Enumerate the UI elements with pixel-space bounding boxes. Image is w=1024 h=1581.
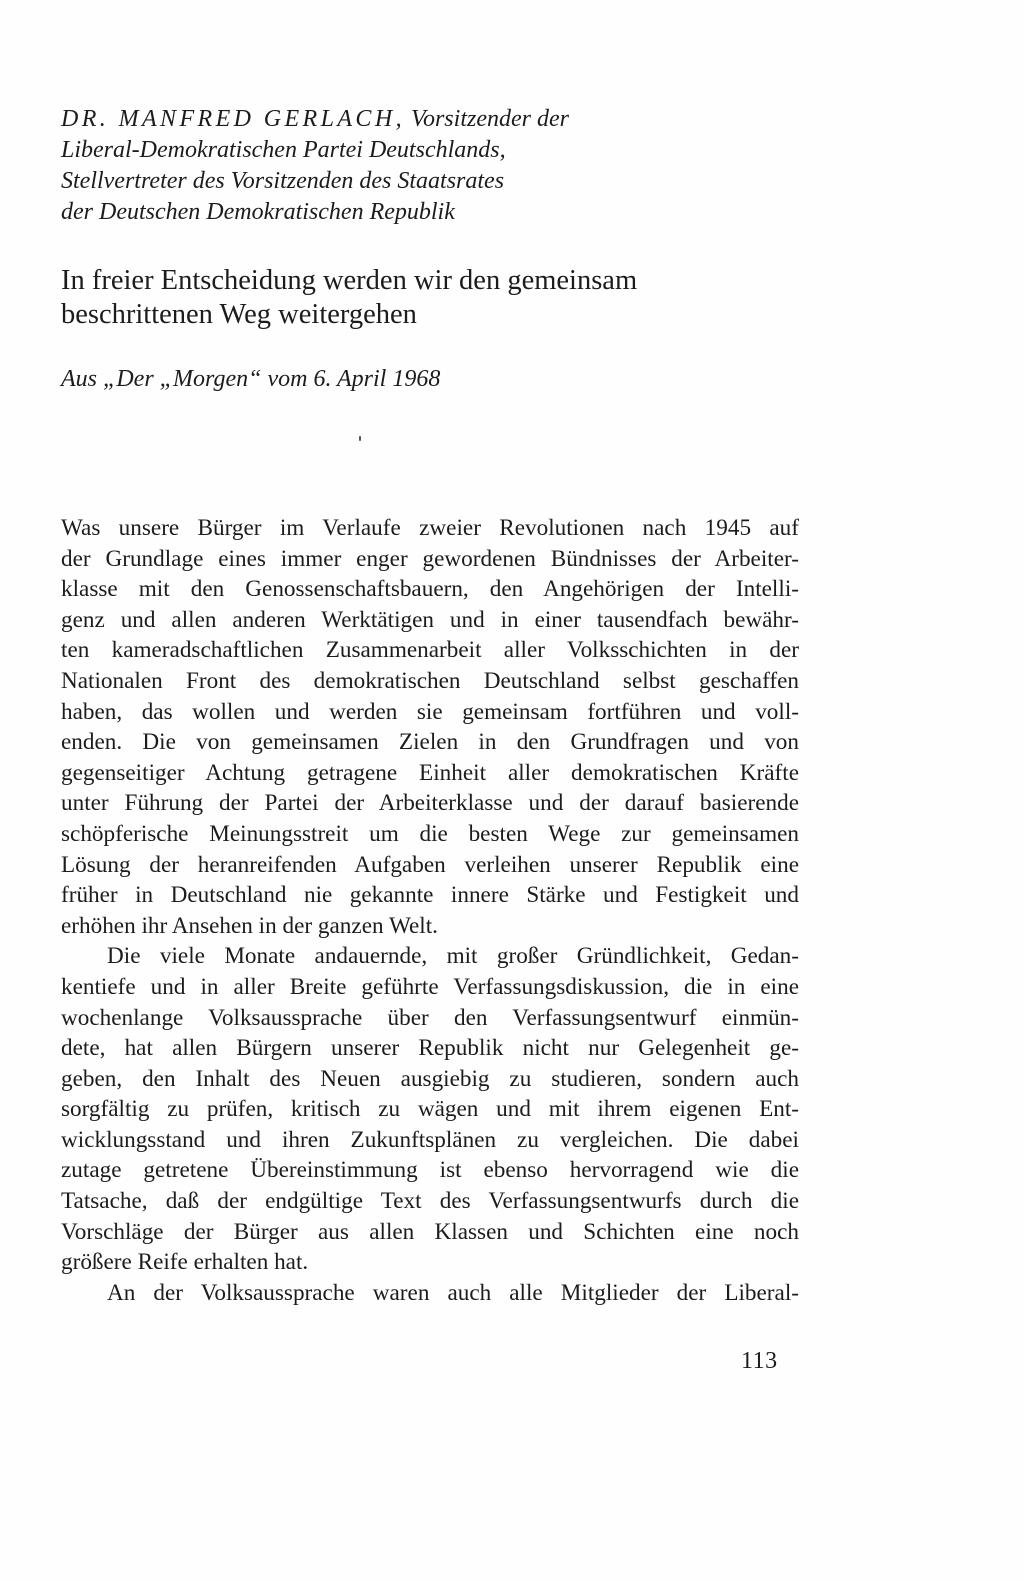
body-line: wicklungsstand und ihren Zukunftsplänen zu vergleichen. Die dabei — [61, 1126, 799, 1153]
body-line: Vorschläge der Bürger aus allen Klassen und Schichten eine noch — [61, 1218, 799, 1245]
body-line: zutage getretene Übereinstimmung ist ebenso hervorragend wie die — [61, 1157, 799, 1184]
article-title — [61, 264, 801, 332]
body-line: unter Führung der Partei der Arbeiterklasse und der darauf basierende — [61, 790, 799, 817]
body-text — [61, 513, 799, 1308]
body-line: dete, hat allen Bürgern unserer Republik nicht nur Gelegenheit ge- — [61, 1035, 799, 1062]
body-line: klasse mit den Genossenschaftsbauern, den Angehörigen der Intelli- — [61, 576, 799, 603]
author-line-3: Stellvertreter des Vorsitzenden des Staatsrates — [61, 168, 505, 194]
body-line: wochenlange Volksaussprache über den Verfassungsentwurf einmün- — [61, 1004, 799, 1031]
author-attribution — [61, 104, 801, 228]
body-line: haben, das wollen und werden sie gemeinsam fortführen und voll- — [61, 698, 799, 725]
title-line-2: beschrittenen Weg weitergehen — [61, 299, 417, 330]
body-line: Nationalen Front des demokratischen Deutschland selbst geschaffen — [61, 667, 799, 694]
author-line-4: der Deutschen Demokratischen Republik — [61, 199, 455, 225]
body-line: geben, den Inhalt des Neuen ausgiebig zu studieren, sondern auch — [61, 1065, 799, 1092]
body-line: kentiefe und in aller Breite geführte Verfassungsdiskussion, die in eine — [61, 973, 799, 1000]
body-line: sorgfältig zu prüfen, kritisch zu wägen und mit ihrem eigenen Ent- — [61, 1096, 799, 1123]
page-number: 113 — [741, 1348, 778, 1374]
print-speck — [359, 436, 361, 441]
body-line: gegenseitiger Achtung getragene Einheit aller demokratischen Kräfte — [61, 759, 799, 786]
body-line: erhöhen ihr Ansehen in der ganzen Welt. — [61, 912, 438, 939]
title-line-1: In freier Entscheidung werden wir den gemeinsam — [61, 265, 638, 296]
body-line: früher in Deutschland nie gekannte innere Stärke und Festigkeit und — [61, 882, 799, 909]
author-role: Vorsitzender der — [410, 106, 569, 132]
body-line: der Grundlage eines immer enger gewordenen Bündnisses der Arbeiter- — [61, 545, 799, 572]
author-line-2: Liberal-Demokratischen Partei Deutschlands, — [61, 137, 506, 163]
body-line: Die viele Monate andauernde, mit großer Gründlichkeit, Gedan- — [107, 943, 799, 970]
author-name: DR. MANFRED GERLACH, — [61, 106, 405, 132]
body-line: An der Volksaussprache waren auch alle Mitglieder der Liberal- — [107, 1279, 799, 1306]
body-line: Lösung der heranreifenden Aufgaben verleihen unserer Republik eine — [61, 851, 799, 878]
body-line: ten kameradschaftlichen Zusammenarbeit aller Volksschichten in der — [61, 637, 799, 664]
body-line: Was unsere Bürger im Verlaufe zweier Revolutionen nach 1945 auf — [61, 515, 799, 541]
body-line: schöpferische Meinungsstreit um die besten Wege zur gemeinsamen — [61, 820, 799, 847]
source-note: Aus „Der „Morgen“ vom 6. April 1968 — [61, 366, 441, 392]
body-line: genz und allen anderen Werktätigen und in einer tausendfach bewähr- — [61, 606, 799, 633]
body-line: enden. Die von gemeinsamen Zielen in den Grundfragen und von — [61, 729, 799, 756]
author-line-1 — [61, 104, 801, 135]
body-line: größere Reife erhalten hat. — [61, 1249, 309, 1276]
body-line: Tatsache, daß der endgültige Text des Verfassungsentwurfs durch die — [61, 1188, 799, 1215]
